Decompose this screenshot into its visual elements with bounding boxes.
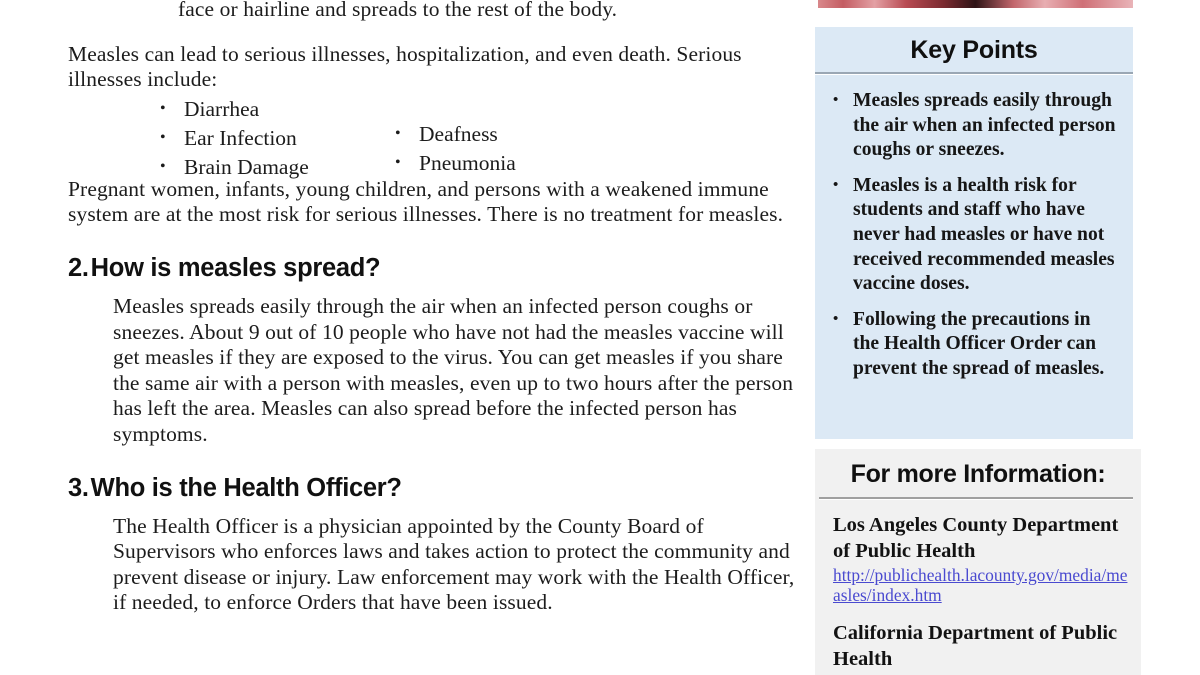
- list-item: • Diarrhea: [158, 95, 309, 124]
- list-item: • Following the precautions in the Health Officer Order can prevent the spread of measles.: [831, 308, 1121, 382]
- spacer: [68, 448, 808, 474]
- key-points-box: [815, 27, 1133, 439]
- at-risk-paragraph: Pregnant women, infants, young children, and persons with a weakened immune system are at the most risk for serious illnesses. There is no treatment for measles.: [68, 176, 784, 227]
- key-points-title: Key Points: [910, 36, 1038, 64]
- spacer: [68, 283, 808, 294]
- spacer: [68, 503, 808, 514]
- list-item: • Deafness: [393, 120, 516, 149]
- list-item: • Brain Damage: [158, 153, 309, 182]
- section-2-body: Measles spreads easily through the air when an infected person coughs or sneezes. About 9 out of 10 people who have not had the measles vaccine will get measles if they are exposed to the virus. You can get measles if you share the same air with a person with measles, even up to two hours after the person has left the area. Measles can also spread before the infected person has symptoms.: [113, 293, 794, 446]
- serious-illness-intro-paragraph: Measles can lead to serious illnesses, hospitalization, and even death. Serious illnesses include:: [68, 41, 742, 92]
- section-heading-text: Who is the Health Officer?: [90, 473, 402, 502]
- illness-bullet-columns: [68, 95, 808, 177]
- key-points-list: [815, 75, 1133, 382]
- illness-list-left: [158, 95, 309, 182]
- section-heading-2: [68, 254, 808, 283]
- organization-name-la-county: Los Angeles County Department of Public Health: [833, 514, 1119, 562]
- section-number: 3.: [68, 473, 89, 502]
- main-content-column: [68, 0, 808, 616]
- more-information-box: [815, 449, 1141, 675]
- list-item: • Pneumonia: [393, 149, 516, 178]
- illness-list-right: [393, 120, 516, 178]
- spacer: [833, 605, 1131, 621]
- organization-link-la-county[interactable]: http://publichealth.lacounty.gov/media/measles/index.htm: [833, 565, 1128, 605]
- list-item: • Ear Infection: [158, 124, 309, 153]
- organization-name-california: California Department of Public Health: [833, 622, 1118, 670]
- section-heading-text: How is measles spread?: [90, 253, 381, 282]
- section-3-body: The Health Officer is a physician appointed by the County Board of Supervisors who enforces laws and takes action to protect the community and prevent disease or injury. Law enforcement may work with the Health Officer, if needed, to enforce Orders that have been issued.: [113, 513, 795, 615]
- section-number: 2.: [68, 253, 89, 282]
- list-item: • Measles spreads easily through the air when an infected person coughs or sneezes.: [831, 89, 1121, 163]
- more-information-body: [815, 500, 1141, 672]
- list-item: • Measles is a health risk for students and staff who have never had measles or have not received recommended measles vaccine doses.: [831, 174, 1121, 297]
- measles-photo-image: [818, 0, 1133, 8]
- continued-paragraph-top: face or hairline and spreads to the rest of the body.: [178, 0, 618, 21]
- spacer: [68, 228, 808, 254]
- more-information-title: For more Information:: [850, 460, 1106, 488]
- section-heading-3: [68, 474, 808, 503]
- spacer: [68, 23, 808, 42]
